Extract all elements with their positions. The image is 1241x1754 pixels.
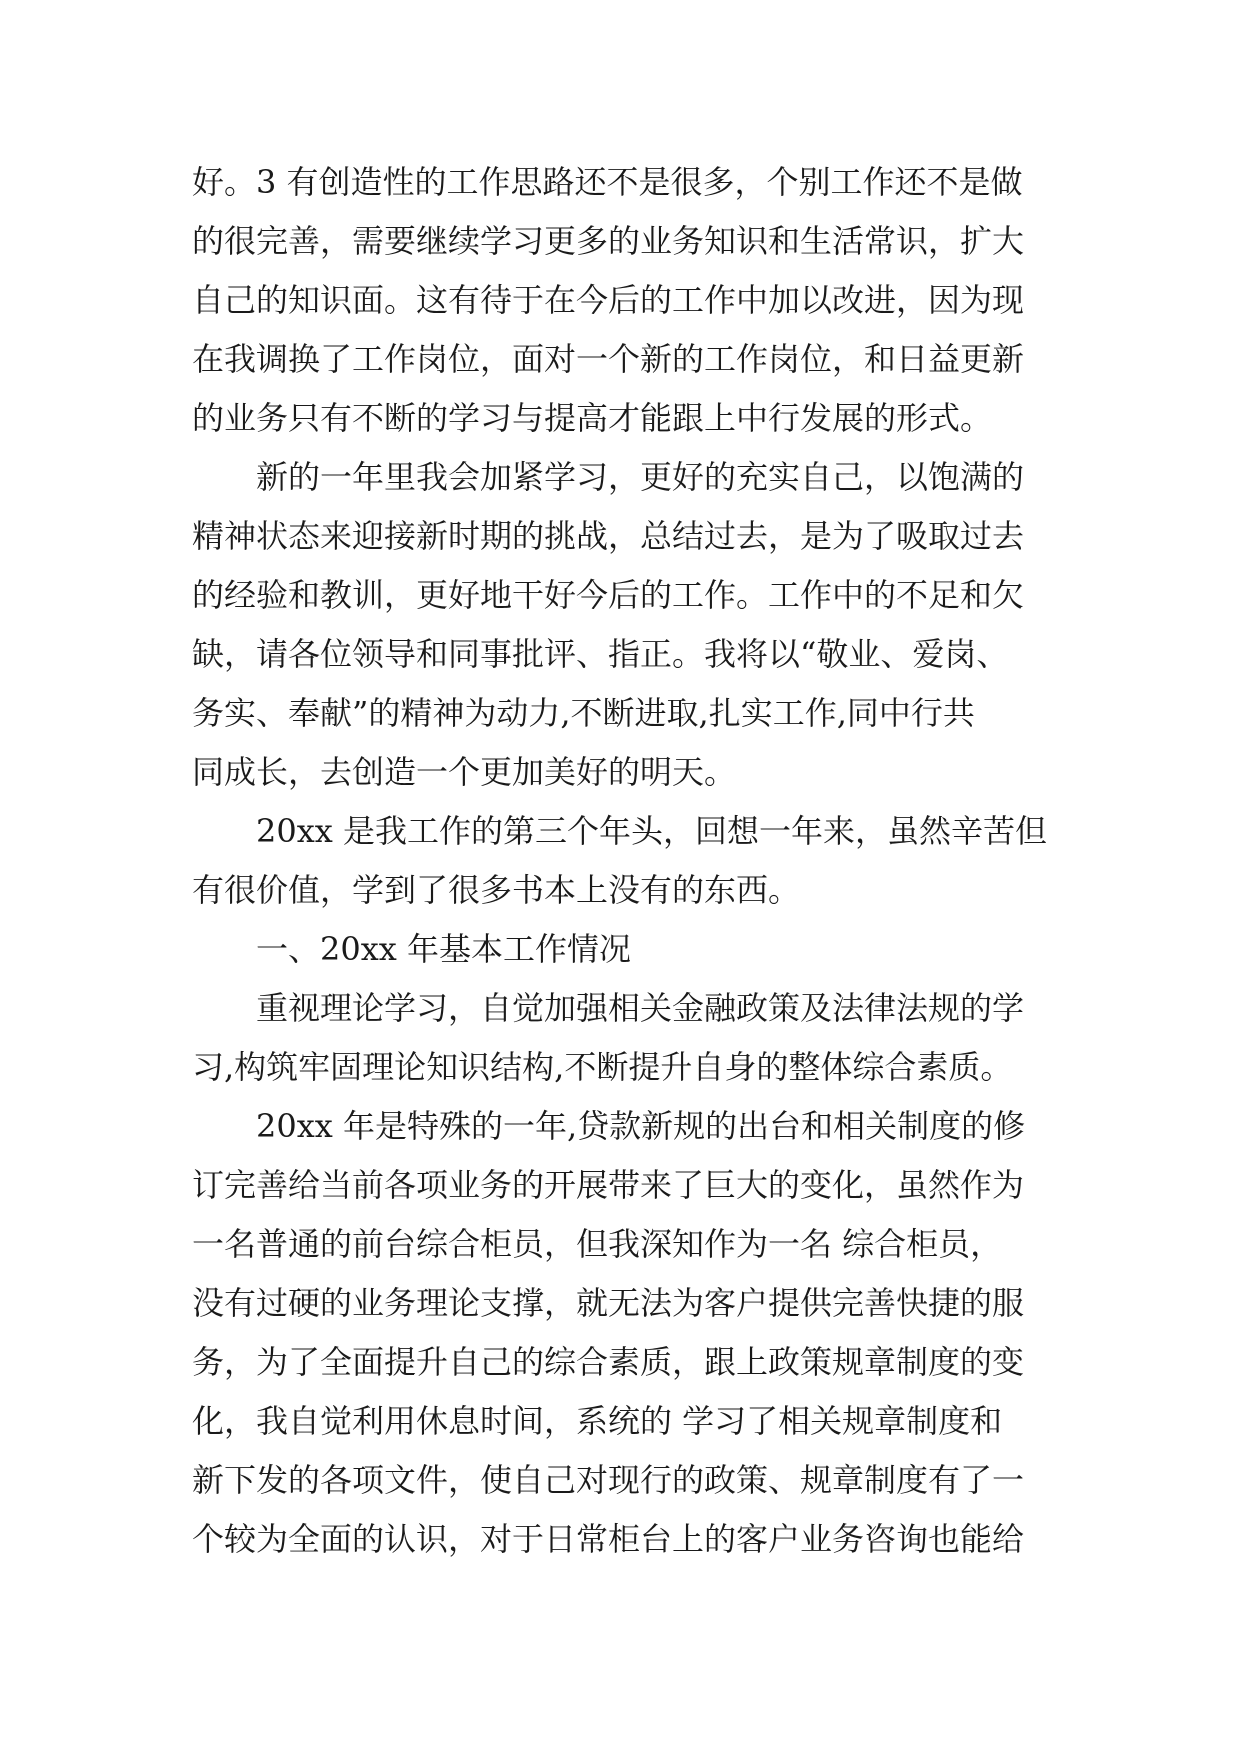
text-line: 的很完善，需要继续学习更多的业务知识和生活常识，扩大 xyxy=(192,222,1025,260)
text-line: 务实、奉献”的精神为动力,不断进取,扎实工作,同中行共 xyxy=(192,694,975,732)
text-line: 习,构筑牢固理论知识结构,不断提升自身的整体综合素质。 xyxy=(192,1048,1013,1086)
text-line: 有很价值，学到了很多书本上没有的东西。 xyxy=(192,871,801,909)
section-heading: 一、20xx 年基本工作情况 xyxy=(256,930,631,968)
text-line: 缺，请各位领导和同事批评、指正。我将以“敬业、爱岗、 xyxy=(192,635,1009,673)
text-line: 的业务只有不断的学习与提高才能跟上中行发展的形式。 xyxy=(192,399,993,437)
text-line: 同成长，去创造一个更加美好的明天。 xyxy=(192,753,737,791)
text-line: 的经验和教训，更好地干好今后的工作。工作中的不足和欠 xyxy=(192,576,1025,614)
text-line: 务，为了全面提升自己的综合素质，跟上政策规章制度的变 xyxy=(192,1343,1025,1381)
text-line: 精神状态来迎接新时期的挑战，总结过去，是为了吸取过去 xyxy=(192,517,1025,555)
paragraph-start-line: 20xx 年是特殊的一年,贷款新规的出台和相关制度的修 xyxy=(256,1107,1026,1145)
paragraph-start-line: 新的一年里我会加紧学习，更好的充实自己，以饱满的 xyxy=(256,458,1025,496)
paragraph-start-line: 20xx 是我工作的第三个年头，回想一年来，虽然辛苦但 xyxy=(256,812,1047,850)
text-line: 自己的知识面。这有待于在今后的工作中加以改进，因为现 xyxy=(192,281,1025,319)
text-line: 个较为全面的认识，对于日常柜台上的客户业务咨询也能给 xyxy=(192,1520,1025,1558)
text-line: 新下发的各项文件，使自己对现行的政策、规章制度有了一 xyxy=(192,1461,1025,1499)
text-line: 没有过硬的业务理论支撑，就无法为客户提供完善快捷的服 xyxy=(192,1284,1025,1322)
document-body xyxy=(192,153,1072,1569)
text-line: 化，我自觉利用休息时间，系统的 学习了相关规章制度和 xyxy=(192,1402,1003,1440)
text-line: 在我调换了工作岗位，面对一个新的工作岗位，和日益更新 xyxy=(192,340,1025,378)
text-line: 好。3 有创造性的工作思路还不是很多，个别工作还不是做 xyxy=(192,163,1023,201)
text-line: 一名普通的前台综合柜员，但我深知作为一名 综合柜员， xyxy=(192,1225,1003,1263)
text-line: 订完善给当前各项业务的开展带来了巨大的变化，虽然作为 xyxy=(192,1166,1025,1204)
paragraph-start-line: 重视理论学习，自觉加强相关金融政策及法律法规的学 xyxy=(256,989,1025,1027)
